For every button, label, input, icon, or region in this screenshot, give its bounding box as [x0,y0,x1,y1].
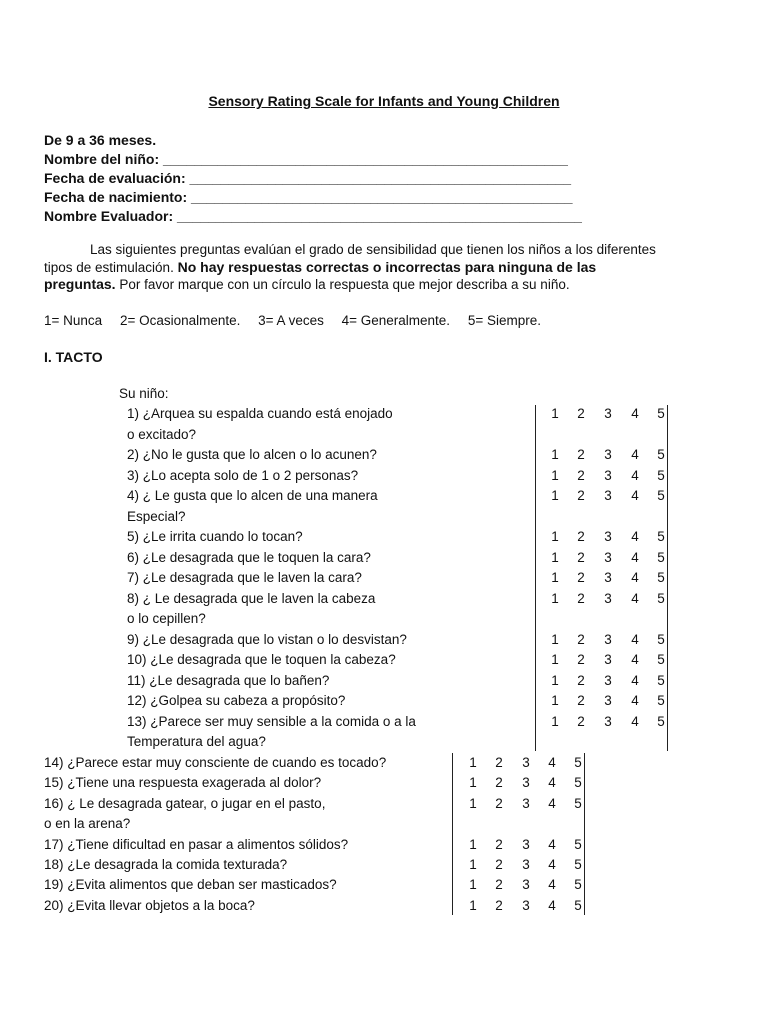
rating-option[interactable]: 2 [495,775,503,791]
rating-option[interactable]: 5 [657,590,665,606]
rating-option[interactable]: 4 [631,672,639,688]
rating-option[interactable]: 3 [604,488,612,503]
rating-option[interactable]: 5 [657,713,665,729]
rating-option[interactable]: 4 [631,549,639,565]
rating-option[interactable]: 2 [577,570,585,585]
rating-option[interactable]: 1 [551,549,559,565]
intro-paragraph [44,241,669,294]
question-text-continued: o en la arena? [44,816,131,832]
rating-option[interactable]: 1 [551,631,559,647]
rating-option[interactable]: 5 [657,488,665,503]
rating-option[interactable]: 2 [495,877,503,893]
rating-option[interactable]: 2 [495,836,503,852]
rating-option[interactable]: 2 [577,549,585,565]
rating-option[interactable]: 1 [551,672,559,688]
rating-option[interactable]: 1 [469,836,477,852]
rating-option[interactable]: 4 [631,631,639,647]
rating-option[interactable]: 4 [548,877,556,893]
question-text: 7) ¿Le desagrada que le laven la cara? [127,570,362,585]
rating-option[interactable]: 2 [577,652,585,667]
rating-option[interactable]: 4 [631,590,639,606]
page-title: Sensory Rating Scale for Infants and Young Children [208,93,560,109]
rating-option[interactable]: 5 [574,755,582,770]
rating-option[interactable]: 4 [631,713,639,729]
rating-option[interactable]: 4 [548,897,556,913]
rating-option[interactable]: 1 [469,795,477,811]
question-text-continued: Especial? [127,508,186,524]
table-a-left-border [535,405,536,751]
question-text: 4) ¿ Le gusta que lo alcen de una manera [127,488,378,503]
rating-option[interactable]: 3 [522,897,530,913]
section-lead: Su niño: [119,386,169,401]
rating-option[interactable]: 1 [469,755,477,770]
question-text-continued: Temperatura del agua? [127,734,266,749]
rating-option[interactable]: 3 [604,467,612,483]
table-b-right-border [584,753,585,915]
rating-option[interactable]: 4 [631,467,639,483]
question-text: 5) ¿Le irrita cuando lo tocan? [127,529,303,544]
rating-option[interactable]: 5 [657,652,665,667]
rating-option[interactable]: 4 [631,447,639,462]
question-text: 20) ¿Evita llevar objetos a la boca? [44,897,255,913]
question-text: 13) ¿Parece ser muy sensible a la comida o a la [127,713,416,729]
rating-option[interactable]: 5 [657,693,665,708]
rating-option[interactable]: 1 [551,713,559,729]
question-text: 11) ¿Le desagrada que lo bañen? [127,672,330,688]
age-range: De 9 a 36 meses. [44,132,157,148]
rating-option[interactable]: 2 [577,631,585,647]
question-text: 15) ¿Tiene una respuesta exagerada al dolor? [44,775,322,791]
rating-option[interactable]: 3 [604,549,612,565]
rating-option[interactable]: 5 [574,836,582,852]
rating-option[interactable]: 5 [657,570,665,585]
question-text: 3) ¿Lo acepta solo de 1 o 2 personas? [127,467,359,483]
rating-option[interactable]: 2 [577,672,585,688]
rating-option[interactable]: 3 [522,836,530,852]
rating-option[interactable]: 4 [548,857,556,872]
rating-option[interactable]: 5 [574,775,582,791]
intro-text: Las siguientes preguntas evalúan el grado de sensibilidad que tienen los niños a los diferentes tipos de estimulación. [44,242,656,275]
rating-option[interactable]: 4 [548,755,556,770]
question-text: 18) ¿Le desagrada la comida texturada? [44,857,288,872]
rating-option[interactable]: 3 [604,570,612,585]
question-text-continued: o lo cepillen? [127,611,206,626]
question-text: 16) ¿ Le desagrada gatear, o jugar en el pasto, [44,795,326,811]
rating-option[interactable]: 1 [469,857,477,872]
rating-option[interactable]: 3 [522,857,530,872]
rating-option[interactable]: 1 [551,406,559,421]
child-name-field[interactable]: Nombre del niño: ____________________________________________________ [44,151,568,167]
rating-option[interactable]: 1 [551,693,559,708]
question-text: 8) ¿ Le desagrada que le laven la cabeza [127,590,376,606]
question-text: 1) ¿Arquea su espalda cuando está enojado [127,406,393,421]
rating-option[interactable]: 4 [548,836,556,852]
rating-option[interactable]: 3 [604,693,612,708]
rating-option[interactable]: 1 [551,467,559,483]
rating-option[interactable]: 1 [551,570,559,585]
rating-option[interactable]: 4 [631,406,639,421]
rating-option[interactable]: 4 [631,529,639,544]
rating-option[interactable]: 3 [604,631,612,647]
rating-option[interactable]: 3 [522,775,530,791]
rating-option[interactable]: 3 [522,755,530,770]
rating-option[interactable]: 5 [574,795,582,811]
rating-option[interactable]: 5 [657,631,665,647]
rating-option[interactable]: 3 [604,652,612,667]
rating-option[interactable]: 5 [657,406,665,421]
rating-option[interactable]: 3 [522,795,530,811]
rating-scale-legend [44,313,555,328]
rating-option[interactable]: 2 [577,488,585,503]
rating-option[interactable]: 2 [577,713,585,729]
rating-option[interactable]: 5 [574,857,582,872]
scale-2: 2= Ocasionalmente. [119,313,241,328]
rating-option[interactable]: 1 [551,590,559,606]
question-text: 12) ¿Golpea su cabeza a propósito? [127,693,346,708]
rating-option[interactable]: 4 [631,488,639,503]
scale-5: 5= Siempre. [467,313,541,328]
rating-option[interactable]: 3 [604,590,612,606]
rating-option[interactable]: 4 [631,652,639,667]
rating-option[interactable]: 3 [522,877,530,893]
question-text-continued: o excitado? [127,426,197,442]
scale-3: 3= A veces [258,313,324,328]
question-text: 10) ¿Le desagrada que le toquen la cabeza? [127,652,396,667]
rating-option[interactable]: 5 [657,529,665,544]
birth-date-field[interactable]: Fecha de nacimiento: _________________________________________________ [44,189,573,205]
rating-option[interactable]: 1 [551,652,559,667]
rating-option[interactable]: 5 [657,672,665,688]
rating-option[interactable]: 3 [604,529,612,544]
question-text: 2) ¿No le gusta que lo alcen o lo acunen? [127,447,377,462]
rating-option[interactable]: 2 [577,590,585,606]
rating-option[interactable]: 1 [551,447,559,462]
table-a-right-border [667,405,668,751]
rating-option[interactable]: 3 [604,713,612,729]
question-text: 14) ¿Parece estar muy consciente de cuando es tocado? [44,755,387,770]
rating-option[interactable]: 5 [574,877,582,893]
question-text: 6) ¿Le desagrada que le toquen la cara? [127,549,371,565]
scale-4: 4= Generalmente. [341,313,451,328]
rating-option[interactable]: 2 [495,795,503,811]
rating-option[interactable]: 2 [577,467,585,483]
rating-option[interactable]: 4 [631,570,639,585]
rating-option[interactable]: 2 [495,755,503,770]
rating-option[interactable]: 3 [604,672,612,688]
rating-option[interactable]: 5 [657,447,665,462]
evaluation-date-field[interactable]: Fecha de evaluación: _________________________________________________ [44,170,572,186]
rating-option[interactable]: 1 [469,897,477,913]
rating-option[interactable]: 5 [574,897,582,913]
intro-text-2: Por favor marque con un círculo la respuesta que mejor describa a su niño. [119,277,570,292]
rating-option[interactable]: 2 [577,693,585,708]
rating-option[interactable]: 5 [657,467,665,483]
scale-1: 1= Nunca [44,313,103,328]
rating-option[interactable]: 1 [551,529,559,544]
rating-option[interactable]: 2 [495,857,503,872]
section-title: I. TACTO [44,349,103,365]
rating-option[interactable]: 5 [657,549,665,565]
rating-option[interactable]: 4 [548,775,556,791]
rating-option[interactable]: 3 [604,447,612,462]
intro-bold-text: No hay respuestas correctas o incorrectas para ninguna de las preguntas. [44,258,597,292]
question-text: 9) ¿Le desagrada que lo vistan o lo desvistan? [127,631,407,647]
question-text: 19) ¿Evita alimentos que deban ser masticados? [44,877,337,893]
table-b-left-border [452,753,453,915]
rating-option[interactable]: 2 [577,529,585,544]
rating-option[interactable]: 2 [577,406,585,421]
rating-option[interactable]: 3 [604,406,612,421]
rating-option[interactable]: 2 [495,897,503,913]
rating-option[interactable]: 4 [631,693,639,708]
rating-option[interactable]: 1 [469,877,477,893]
rating-option[interactable]: 1 [469,775,477,791]
question-text: 17) ¿Tiene dificultad en pasar a alimentos sólidos? [44,836,349,852]
rating-option[interactable]: 4 [548,795,556,811]
evaluator-name-field[interactable]: Nombre Evaluador: ____________________________________________________ [44,208,582,224]
rating-option[interactable]: 2 [577,447,585,462]
rating-option[interactable]: 1 [551,488,559,503]
